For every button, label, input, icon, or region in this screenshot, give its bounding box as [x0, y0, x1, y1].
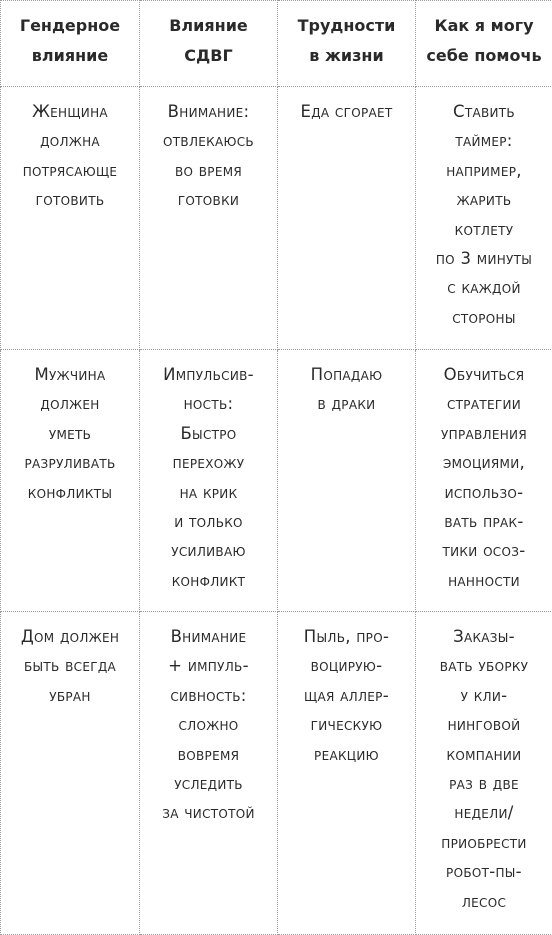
cell-line: компании — [418, 740, 550, 769]
cell-line: конфликты — [3, 478, 137, 507]
table-cell — [140, 350, 278, 612]
table-cell — [140, 87, 278, 350]
cell-line: Быстро — [142, 419, 275, 448]
header-gender-influence — [1, 1, 140, 87]
cell-line: щая аллер- — [280, 681, 413, 710]
cell-line: раз в две — [418, 769, 550, 798]
table-cell — [278, 87, 416, 350]
cell-line: СДВГ — [142, 41, 275, 71]
cell-line: управления — [418, 419, 550, 448]
table-cell — [416, 350, 552, 612]
table-cell — [140, 612, 278, 935]
cell-line: и только — [142, 507, 275, 536]
cell-line: себе помочь — [418, 41, 550, 71]
cell-line: использо- — [418, 478, 550, 507]
cell-line: приобрести — [418, 828, 550, 857]
cell-line: Женщина — [3, 97, 137, 126]
cell-line: Пыль, про- — [280, 622, 413, 651]
cell-line: Заказы- — [418, 622, 550, 651]
cell-text — [280, 11, 413, 71]
table-row — [1, 612, 552, 935]
cell-line: Трудности — [280, 11, 413, 41]
table-row — [1, 87, 552, 350]
cell-text — [418, 97, 550, 332]
cell-line: потрясающе — [3, 156, 137, 185]
cell-line: по 3 минуты — [418, 244, 550, 273]
cell-line: ность: — [142, 389, 275, 418]
cell-line: убран — [3, 681, 137, 710]
cell-text — [280, 97, 413, 126]
cell-text — [142, 360, 275, 595]
header-row — [1, 1, 552, 87]
cell-text — [418, 11, 550, 71]
cell-line: нинговой — [418, 710, 550, 739]
cell-line: Влияние — [142, 11, 275, 41]
cell-line: тики осоз- — [418, 536, 550, 565]
cell-text — [3, 360, 137, 507]
cell-line: вать прак- — [418, 507, 550, 536]
cell-line: усиливаю — [142, 536, 275, 565]
cell-line: Мужчина — [3, 360, 137, 389]
cell-line: лесос — [418, 887, 550, 916]
cell-line: Внимание: — [142, 97, 275, 126]
cell-line: готовки — [142, 185, 275, 214]
cell-line: Как я могу — [418, 11, 550, 41]
table-cell — [1, 87, 140, 350]
cell-line: например, — [418, 156, 550, 185]
cell-line: у кли- — [418, 681, 550, 710]
cell-line: котлету — [418, 215, 550, 244]
cell-line: в драки — [280, 389, 413, 418]
cell-line: конфликт — [142, 566, 275, 595]
cell-text — [142, 622, 275, 828]
cell-line: Ставить — [418, 97, 550, 126]
table-cell — [278, 350, 416, 612]
cell-line: стороны — [418, 303, 550, 332]
cell-line: Гендерное — [3, 11, 137, 41]
cell-line: недели/ — [418, 798, 550, 827]
table-cell — [1, 612, 140, 935]
cell-line: в жизни — [280, 41, 413, 71]
cell-line: гическую — [280, 710, 413, 739]
cell-line: Внимание — [142, 622, 275, 651]
cell-line: за чистотой — [142, 798, 275, 827]
cell-line: Попадаю — [280, 360, 413, 389]
table-cell — [278, 612, 416, 935]
cell-line: перехожу — [142, 448, 275, 477]
cell-line: стратегии — [418, 389, 550, 418]
cell-line: отвлекаюсь — [142, 126, 275, 155]
cell-line: сивность: — [142, 681, 275, 710]
cell-text — [142, 11, 275, 71]
cell-line: быть всегда — [3, 651, 137, 680]
cell-line: на крик — [142, 478, 275, 507]
cell-line: + импуль- — [142, 651, 275, 680]
header-life-difficulties — [278, 1, 416, 87]
table-cell — [416, 612, 552, 935]
cell-line: во время — [142, 156, 275, 185]
table-cell — [1, 350, 140, 612]
cell-text — [418, 622, 550, 916]
cell-line: Дом должен — [3, 622, 137, 651]
cell-line: эмоциями, — [418, 448, 550, 477]
cell-text — [3, 97, 137, 215]
cell-line: уследить — [142, 769, 275, 798]
header-adhd-influence — [140, 1, 278, 87]
cell-line: Еда сгорает — [280, 97, 413, 126]
cell-line: должен — [3, 389, 137, 418]
cell-line: вать уборку — [418, 651, 550, 680]
cell-line: нанности — [418, 566, 550, 595]
cell-text — [280, 622, 413, 769]
cell-text — [418, 360, 550, 595]
cell-line: сложно — [142, 710, 275, 739]
cell-text — [142, 97, 275, 215]
cell-text — [3, 11, 137, 71]
cell-line: Обучиться — [418, 360, 550, 389]
cell-line: воцирую- — [280, 651, 413, 680]
cell-text — [280, 360, 413, 419]
cell-line: разруливать — [3, 448, 137, 477]
cell-line: робот-пы- — [418, 857, 550, 886]
header-self-help — [416, 1, 552, 87]
cell-line: с каждой — [418, 273, 550, 302]
table-cell — [416, 87, 552, 350]
cell-line: уметь — [3, 419, 137, 448]
cell-line: готовить — [3, 185, 137, 214]
cell-line: реакцию — [280, 740, 413, 769]
cell-line: таймер: — [418, 126, 550, 155]
cell-line: должна — [3, 126, 137, 155]
cell-line: вовремя — [142, 740, 275, 769]
cell-text — [3, 622, 137, 710]
cell-line: жарить — [418, 185, 550, 214]
cell-line: Импульсив- — [142, 360, 275, 389]
cell-line: влияние — [3, 41, 137, 71]
table-row — [1, 350, 552, 612]
